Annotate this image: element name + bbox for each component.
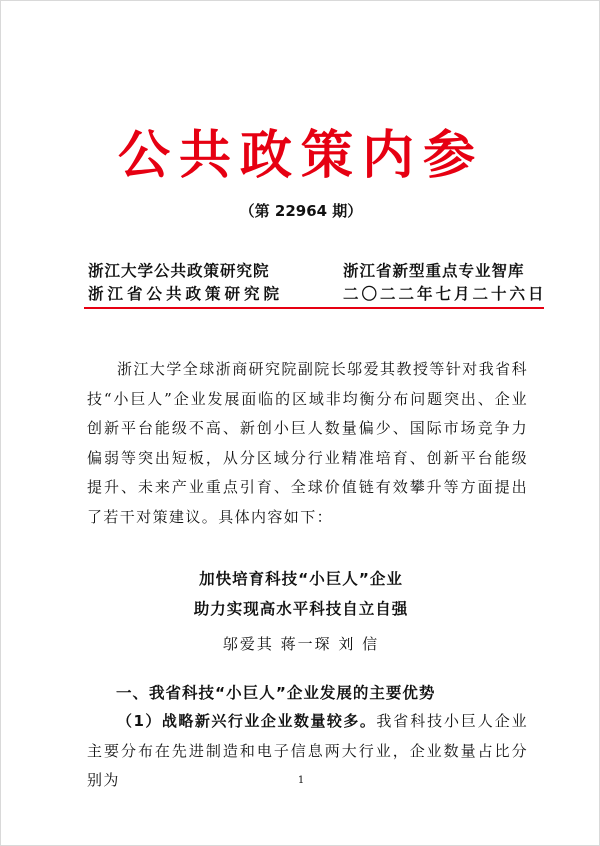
paragraph-lead: （1）战略新兴行业企业数量较多。 — [117, 712, 377, 730]
paragraph-text: 我省科技小巨人企业主要分布在先进制造和电子信息两大行业，企业数量占比分别为 — [87, 712, 528, 789]
page-number: 1 — [297, 775, 305, 786]
red-divider — [84, 307, 544, 309]
masthead-title: 公共政策内参 — [117, 125, 484, 186]
publisher-name-1: 浙江大学公共政策研究院 — [88, 262, 270, 280]
intro-paragraph: 浙江大学全球浙商研究院副院长邬爱其教授等针对我省科技“小巨人”企业发展面临的区域非均衡分布问题突出、企业创新平台能级不高、新创小巨人数量偏少、国际市场竞争力偏弱等突出短板，从分区域分行业精准培育、创新平台能级提升、未来产业重点引育、全球价值链有效攀升等方面提出了若干对策建议。具体内容如下： — [87, 360, 528, 526]
article-title-line2: 助力实现高水平科技自立自强 — [193, 600, 409, 618]
publisher-name-2: 浙江省公共政策研究院 — [88, 285, 284, 303]
article-title-line1: 加快培育科技“小巨人”企业 — [199, 570, 403, 588]
section-heading: 一、我省科技“小巨人”企业发展的主要优势 — [116, 684, 436, 702]
article-authors: 邬爱其 蒋一琛 刘 信 — [222, 635, 380, 653]
publication-date: 二〇二二年七月二十六日 — [343, 285, 547, 303]
issue-number: （第 22964 期） — [239, 202, 363, 220]
think-tank-label: 浙江省新型重点专业智库 — [343, 262, 525, 280]
